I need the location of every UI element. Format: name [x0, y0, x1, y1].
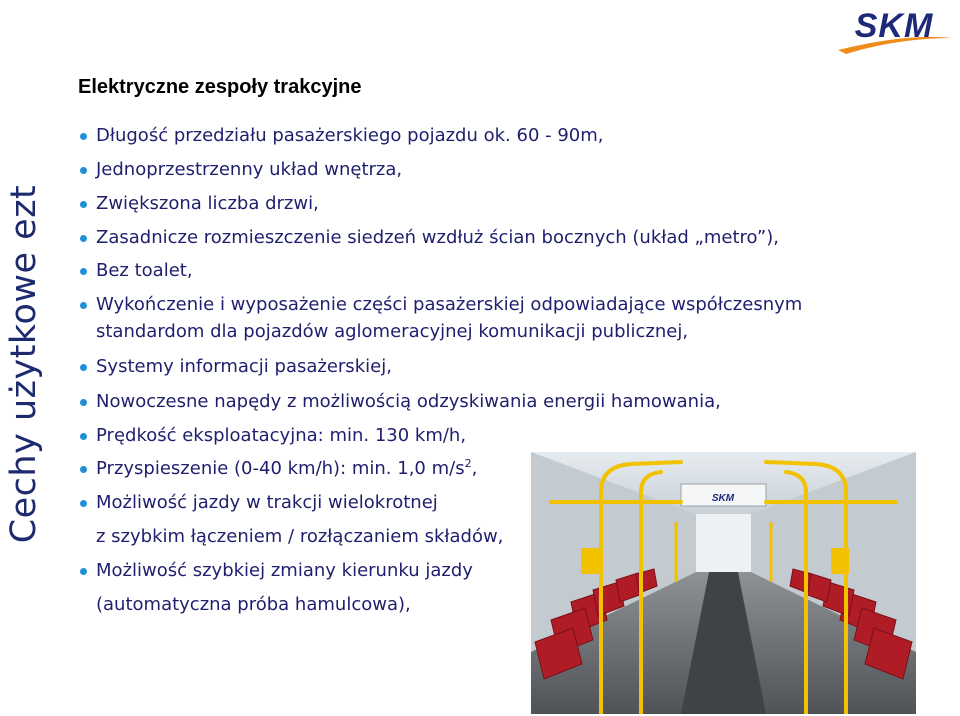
- skm-logo: [832, 4, 956, 56]
- bullet-text: Bez toalet,: [96, 260, 193, 281]
- bullet-dot: [80, 133, 87, 140]
- vertical-title: [0, 0, 48, 716]
- bullet-dot: [80, 201, 87, 208]
- bullet-dot: [80, 302, 87, 309]
- superscript: 2: [464, 457, 472, 470]
- bullet-text: standardom dla pojazdów aglomeracyjnej komunikacji publicznej,: [96, 321, 689, 342]
- photo-sign-text: SKM: [711, 493, 735, 504]
- bullet-text-part: Przyspieszenie (0-40 km/h): min. 1,0 m/s: [96, 458, 465, 479]
- bullet-text: Jednoprzestrzenny układ wnętrza,: [96, 159, 403, 180]
- bullet-dot: [80, 433, 87, 440]
- bullet-dot: [80, 568, 87, 575]
- bullet-text: (automatyczna próba hamulcowa),: [96, 594, 411, 615]
- bullet-text: Możliwość szybkiej zmiany kierunku jazdy: [96, 560, 473, 581]
- logo-text: SKM: [854, 7, 934, 45]
- bullet-text: Wykończenie i wyposażenie części pasażerskiej odpowiadające współczesnym: [96, 294, 803, 315]
- bullet-text: Systemy informacji pasażerskiej,: [96, 356, 392, 377]
- bullet-text: Nowoczesne napędy z możliwością odzyskiwania energii hamowania,: [96, 391, 721, 412]
- bullet-text: Prędkość eksploatacyjna: min. 130 km/h,: [96, 425, 467, 446]
- bullet-dot: [80, 399, 87, 406]
- bullet-dot: [80, 364, 87, 371]
- bullet-text: Zasadnicze rozmieszczenie siedzeń wzdłuż ścian bocznych (układ „metro”),: [96, 227, 779, 248]
- vertical-title-text: Cechy użytkowe ezt: [4, 184, 44, 544]
- slide-title: Elektryczne zespoły trakcyjne: [78, 76, 362, 98]
- bullet-text-part: ,: [471, 458, 478, 479]
- train-interior-photo: [531, 452, 916, 714]
- bullet-dot: [80, 268, 87, 275]
- bullet-text: Długość przedziału pasażerskiego pojazdu ok. 60 - 90m,: [96, 125, 604, 146]
- bullet-dot: [80, 500, 87, 507]
- bullet-text: z szybkim łączeniem / rozłączaniem składów,: [96, 526, 504, 547]
- bullet-dot: [80, 466, 87, 473]
- bullet-text: Zwiększona liczba drzwi,: [96, 193, 319, 214]
- bullet-text: Możliwość jazdy w trakcji wielokrotnej: [96, 492, 438, 513]
- bullet-dot: [80, 235, 87, 242]
- bullet-text: [96, 456, 477, 482]
- bullet-dot: [80, 167, 87, 174]
